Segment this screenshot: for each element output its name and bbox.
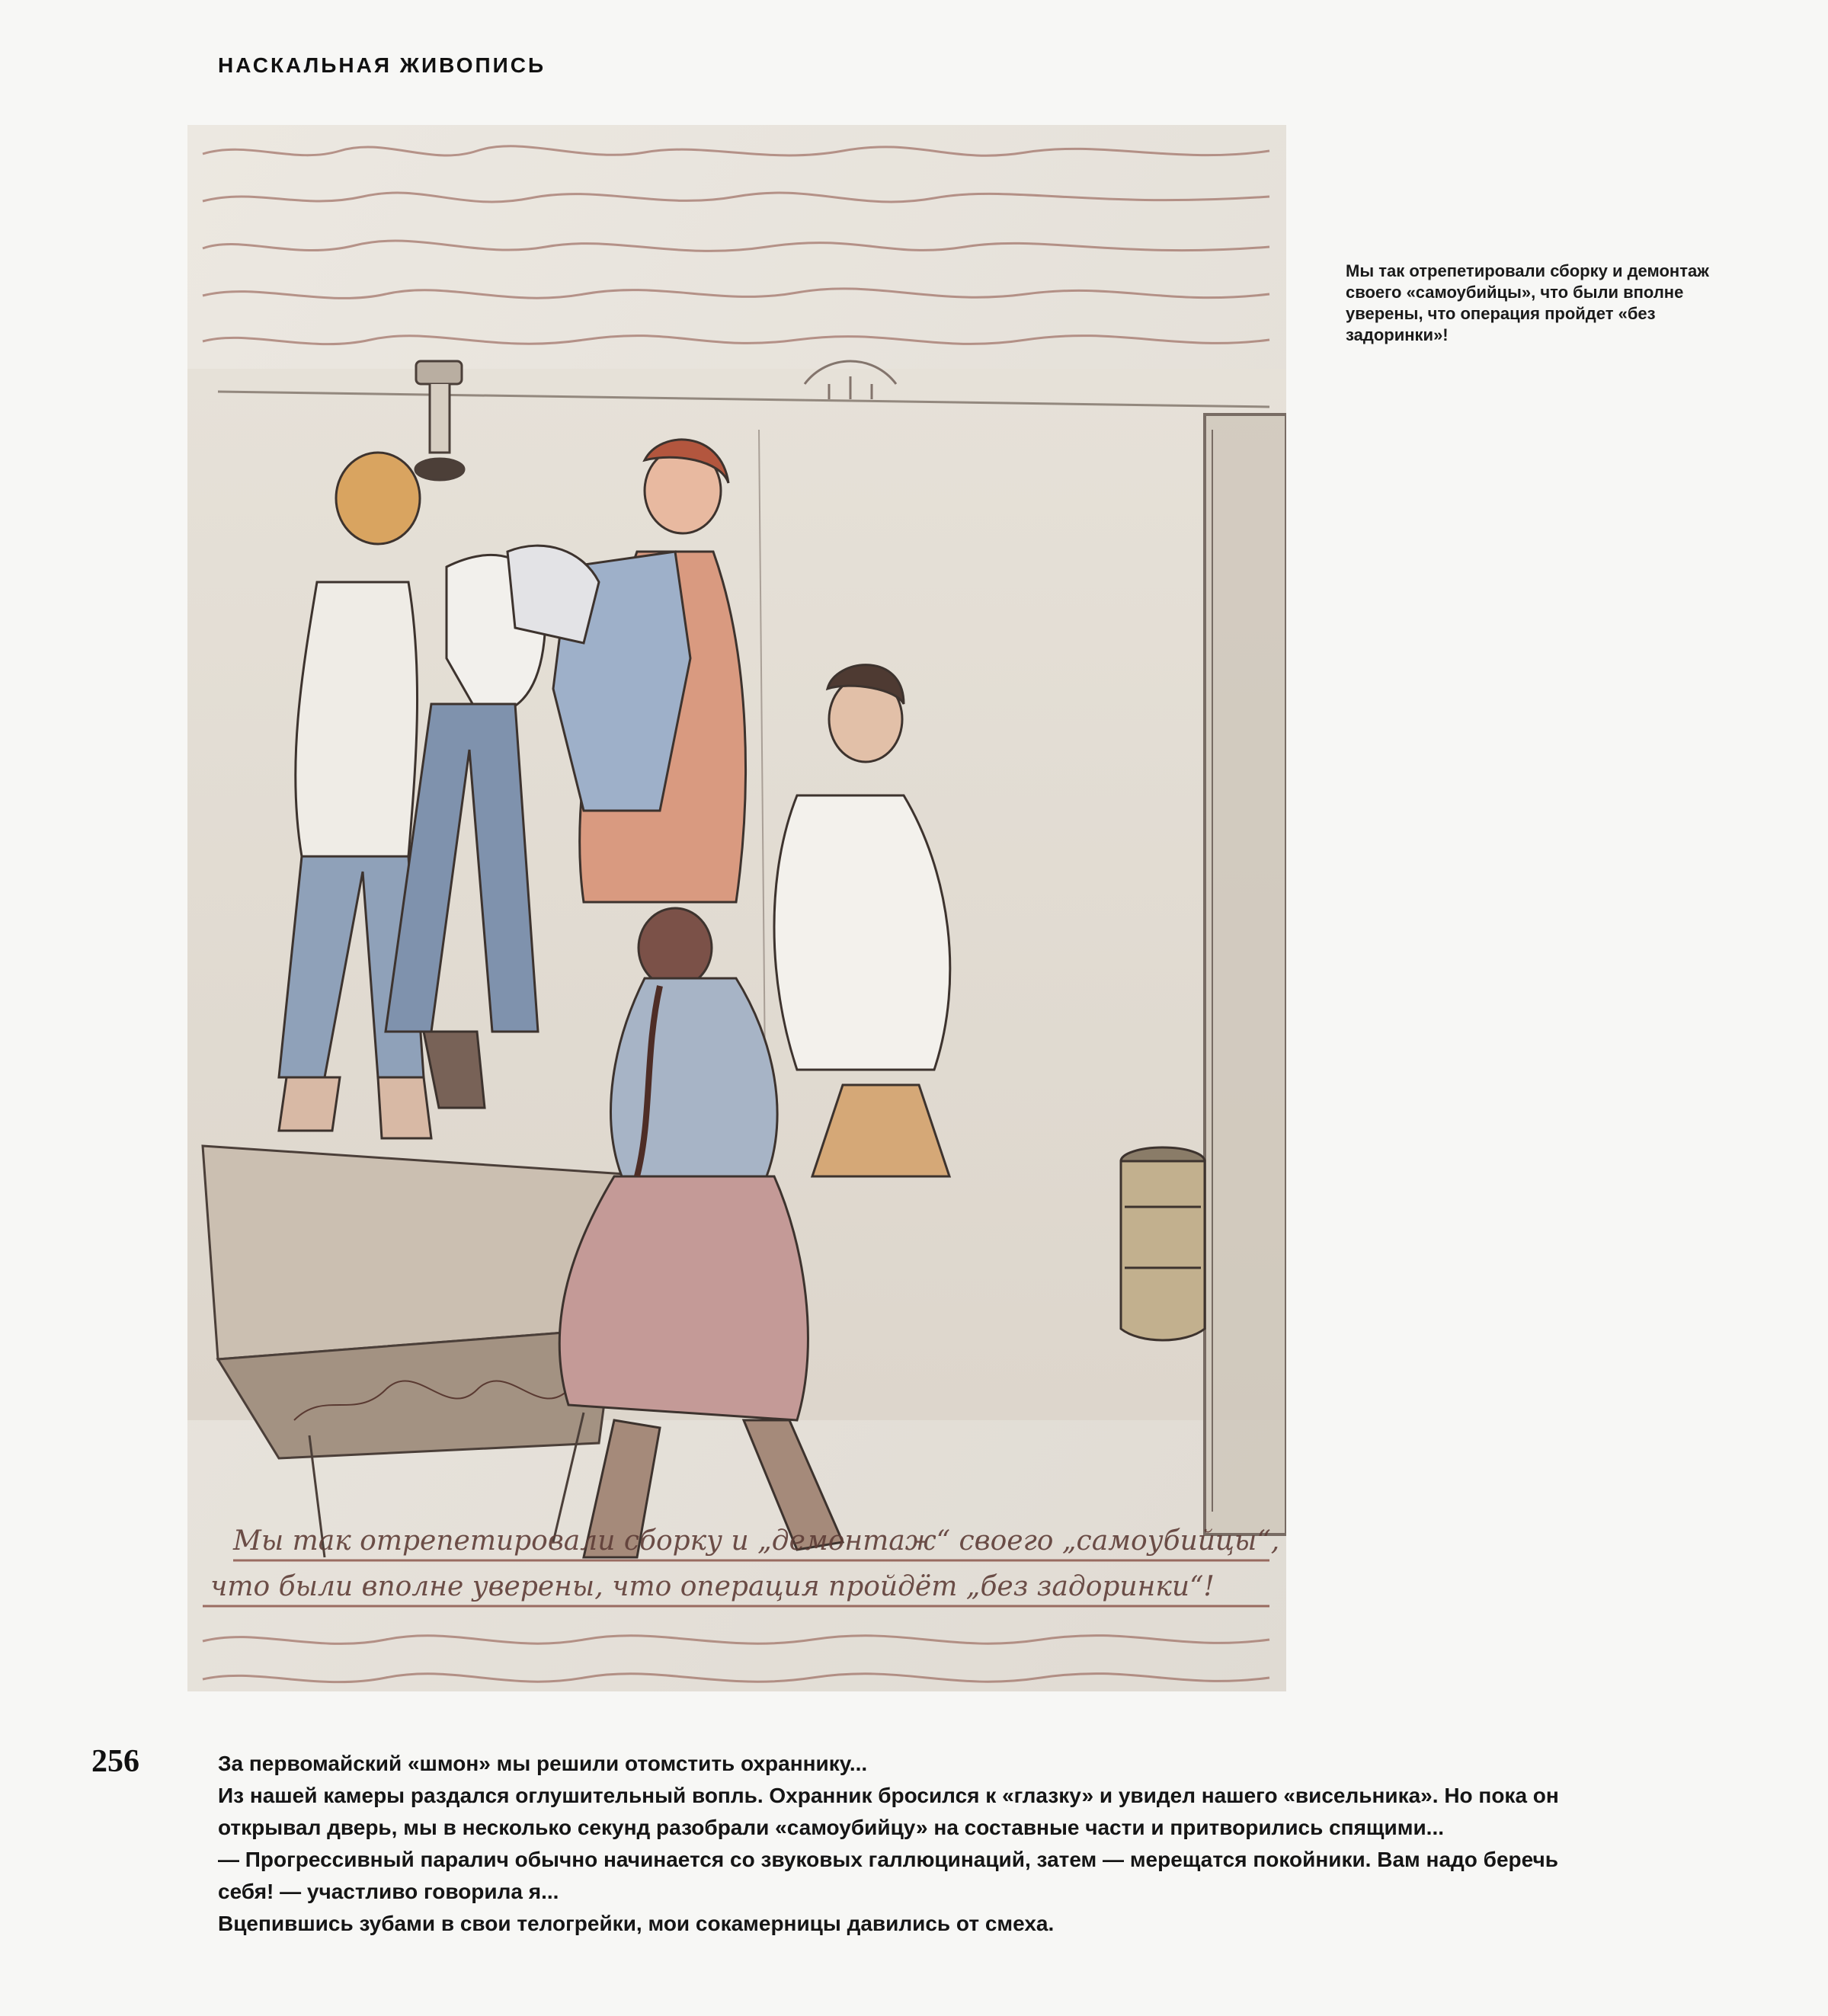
door — [1205, 414, 1286, 1534]
margin-caption: Мы так отрепетировали сборку и демонтаж своего «самоубийцы», что были вполне уверены, что операция пройдет «без задоринки»! — [1346, 261, 1709, 344]
body-paragraph-1: За первомайский «шмон» мы решили отомстить охраннику... — [218, 1752, 868, 1775]
body-text — [218, 1748, 1559, 1940]
running-head: НАСКАЛЬНАЯ ЖИВОПИСЬ — [218, 53, 546, 77]
body-paragraph-2: Из нашей камеры раздался оглушительный вопль. Охранник бросился к «глазку» и увидел нашего «висельника». Но пока он открывал дверь, мы в несколько секунд разобрали «самоубийцу» на составные части и притворились спящими... — [218, 1784, 1559, 1839]
hand-caption-line-2: что были вполне уверены, что операция пройдёт „без задоринки“! — [210, 1571, 1215, 1602]
hand-caption-line-1: Мы так отрепетировали сборку и „демонтаж“ своего „самоубийцы“, — [233, 1525, 1280, 1557]
page-number: 256 — [91, 1744, 139, 1779]
illustration-drawing — [187, 125, 1286, 1691]
milk-can — [1121, 1147, 1205, 1340]
body-paragraph-4: Вцепившись зубами в свои телогрейки, мои сокамерницы давились от смеха. — [218, 1912, 1055, 1935]
body-paragraph-3: — Прогрессивный паралич обычно начинается со звуковых галлюцинаций, затем — мерещатся покойники. Вам надо беречь себя! — участливо говорила я... — [218, 1848, 1558, 1903]
illustration — [187, 125, 1286, 1691]
